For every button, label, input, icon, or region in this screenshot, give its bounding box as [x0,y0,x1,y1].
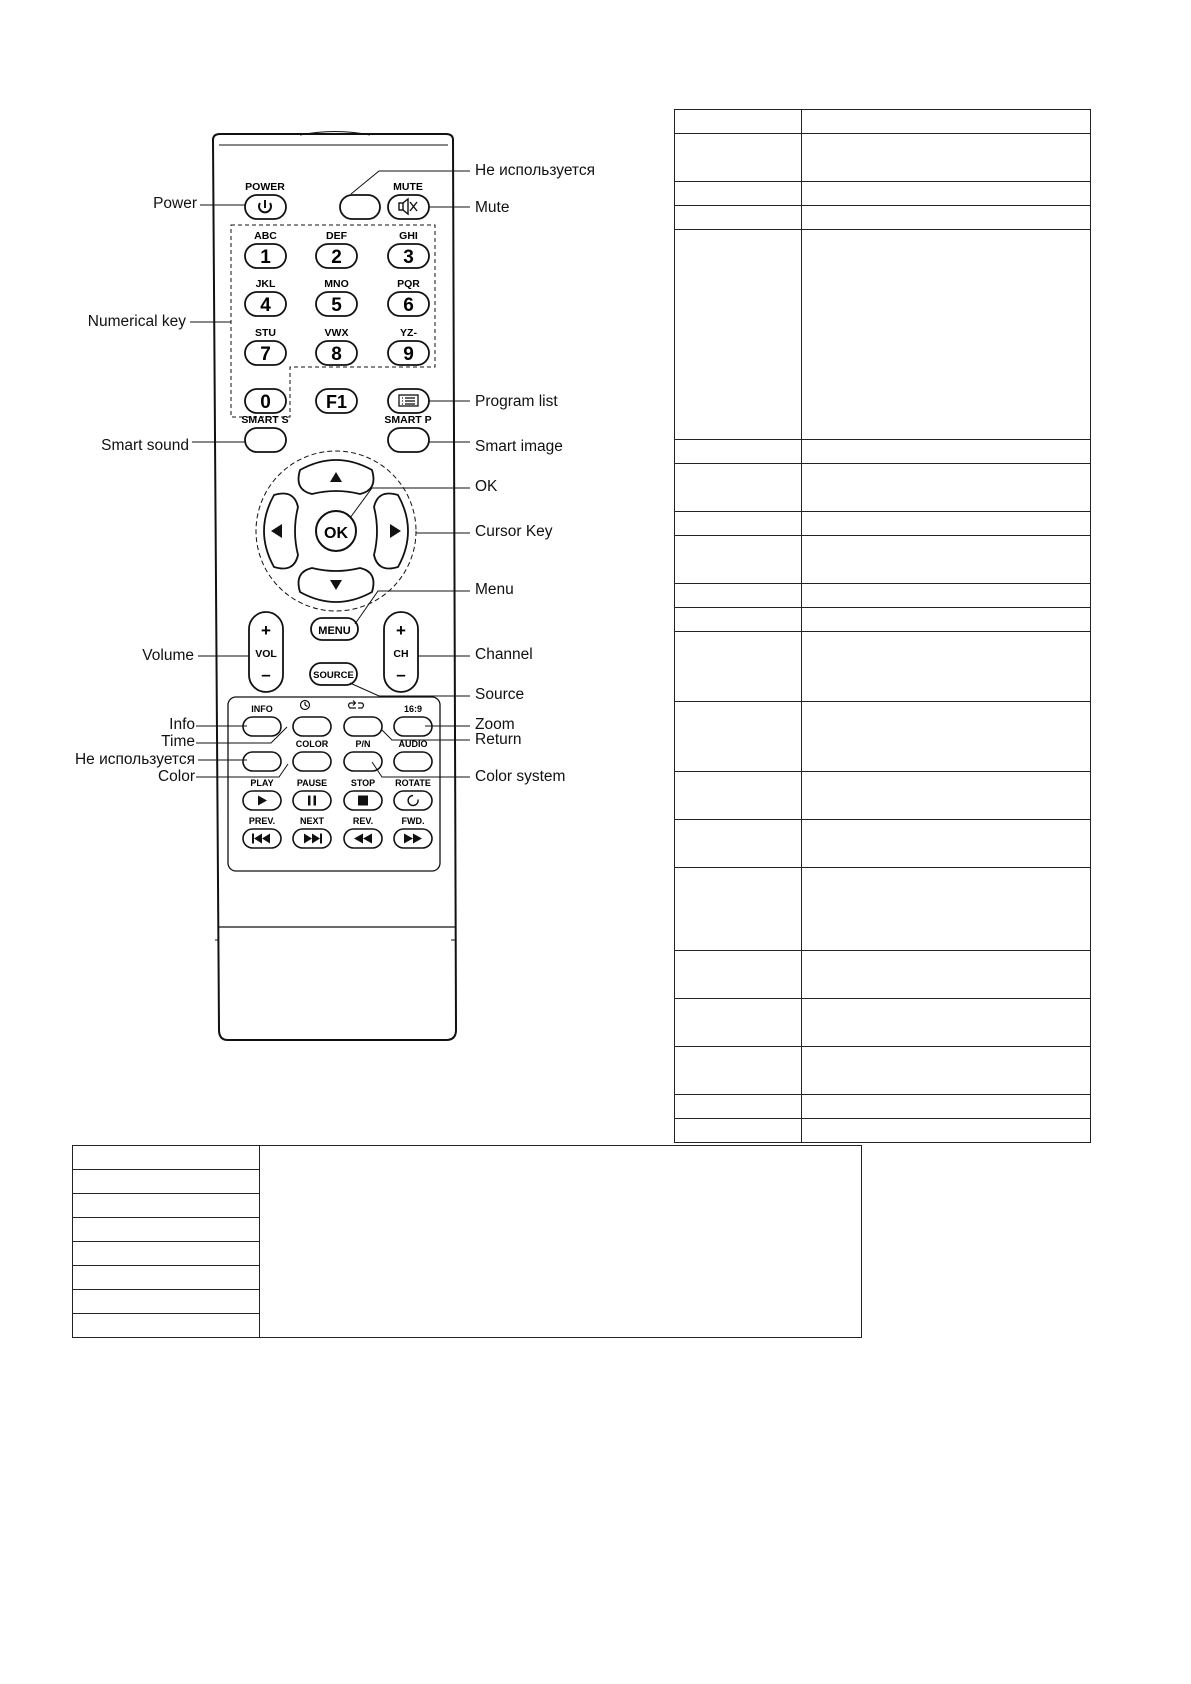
table-cell [73,1170,260,1194]
small-button-label: ROTATE [395,778,431,788]
table-row [675,868,1091,951]
table-cell [675,584,802,608]
key-0-digit: 0 [260,392,271,413]
table-row [675,951,1091,999]
table-cell [801,772,1090,820]
table-cell [73,1146,260,1170]
callout-color-system: Color system [475,768,566,785]
small-button-label: STOP [350,778,376,788]
table-cell [675,608,802,632]
table-cell [801,820,1090,868]
table-cell [675,951,802,999]
small-button-label: REV. [352,816,374,826]
table-cell [675,206,802,230]
info-button-1[interactable] [293,717,331,736]
table-cell [675,999,802,1047]
key-letters: VWX [324,327,349,339]
table-cell [675,1119,802,1143]
table-cell [801,110,1090,134]
table-row [675,1095,1091,1119]
bottom-table [72,1145,862,1338]
key-digit: 7 [260,344,271,365]
table-cell [675,772,802,820]
table-cell [675,230,802,440]
info-button-2[interactable] [344,717,382,736]
vol-minus: – [261,665,271,684]
table-cell [801,702,1090,772]
table-cell [801,951,1090,999]
table-cell [801,464,1090,512]
table-cell [675,464,802,512]
callout-cursor-key: Cursor Key [475,523,553,540]
callout-return: Return [475,731,522,748]
small-button-label: PLAY [250,778,274,788]
table-cell [675,1047,802,1095]
table-row [675,230,1091,440]
key-letters: PQR [397,278,420,290]
table-cell [801,608,1090,632]
callout-color: Color [157,768,195,785]
table-cell [801,182,1090,206]
table-cell [801,134,1090,182]
table-row [675,512,1091,536]
table-cell [675,536,802,584]
callout-smart-sound: Smart sound [101,437,189,454]
ch-minus: – [396,665,406,684]
table-cell [801,512,1090,536]
callout-smart-image: Smart image [475,438,563,455]
smart-sound-button[interactable] [245,428,286,452]
source-label: SOURCE [313,670,354,681]
table-row [675,772,1091,820]
table-row [675,584,1091,608]
mute-label: MUTE [393,181,423,193]
numeric-keypad [245,230,429,365]
key-digit: 5 [331,295,342,316]
table-cell [801,206,1090,230]
table-row [675,536,1091,584]
table-cell [675,110,802,134]
info-button-0[interactable] [243,717,281,736]
smart-image-button[interactable] [388,428,429,452]
play-button-1[interactable] [293,791,331,810]
table-cell [675,440,802,464]
callout-mute: Mute [475,199,510,216]
table-row [675,820,1091,868]
callout-power: Power [153,195,197,212]
table-cell [675,134,802,182]
table-cell [801,230,1090,440]
callout-program-list: Program list [475,393,558,410]
key-letters: JKL [255,278,276,290]
callout-menu: Menu [475,581,514,598]
table-cell [801,1095,1090,1119]
table-row [675,110,1091,134]
table-row [675,632,1091,702]
table-cell [675,868,802,951]
key-letters: STU [255,327,276,339]
table-cell [801,1047,1090,1095]
small-button-label: AUDIO [398,739,428,749]
key-letters: GHI [399,230,418,242]
color-button-0[interactable] [243,752,281,771]
stop-icon [358,796,368,806]
ch-label: CH [393,648,409,660]
callout-numerical-key: Numerical key [87,313,186,330]
callout-volume: Volume [142,647,194,664]
small-button-label: 16:9 [403,704,423,714]
menu-label: MENU [318,625,351,637]
small-button-label: INFO [251,704,273,714]
table-row [675,702,1091,772]
smart-p-label: SMART P [384,414,432,426]
color-button-3[interactable] [394,752,432,771]
ok-label: OK [324,525,348,542]
ch-plus: + [396,621,406,640]
table-row [675,206,1091,230]
table-row [675,134,1091,182]
callout-info: Info [169,716,195,733]
merged-description-cell [259,1146,861,1338]
color-button-1[interactable] [293,752,331,771]
table-row [675,1047,1091,1095]
table-row [675,608,1091,632]
play-button-3[interactable] [394,791,432,810]
key-digit: 9 [403,344,414,365]
table-row [73,1146,862,1170]
key-letters: ABC [254,230,277,242]
table-row [675,464,1091,512]
clock-icon [301,701,310,710]
small-button-label: P/N [355,739,371,749]
table-cell [801,440,1090,464]
key-letters: MNO [324,278,349,290]
table-cell [73,1242,260,1266]
key-letters: DEF [326,230,347,242]
key-digit: 8 [331,344,342,365]
table-cell [801,584,1090,608]
key-digit: 4 [260,295,271,316]
return-icon [349,701,364,709]
key-digit: 3 [403,247,414,268]
callout-source: Source [475,686,525,703]
table-cell [675,820,802,868]
table-cell [675,1095,802,1119]
key-digit: 6 [403,295,414,316]
table-row [675,1119,1091,1143]
table-cell [675,702,802,772]
small-button-label: COLOR [295,739,329,749]
key-digit: 2 [331,247,342,268]
table-cell [675,512,802,536]
table-row [675,999,1091,1047]
callout-time: Time [161,733,195,750]
callout-zoom: Zoom [475,716,515,733]
unused-top-button[interactable] [340,195,380,219]
table-row [675,440,1091,464]
table-cell [73,1266,260,1290]
table-cell [801,1119,1090,1143]
table-row [675,182,1091,206]
table-cell [675,632,802,702]
table-cell [73,1314,260,1338]
small-button-label: PREV. [248,816,276,826]
table-cell [73,1194,260,1218]
small-button-label: FWD. [401,816,425,826]
table-cell [73,1290,260,1314]
vol-plus: + [261,621,271,640]
callout-not-used-left: Не используется [74,751,195,768]
smart-s-label: SMART S [241,414,289,426]
power-label: POWER [245,181,285,193]
key-letters: YZ- [400,327,417,339]
key-digit: 1 [260,247,271,268]
table-cell [801,999,1090,1047]
table-cell [801,536,1090,584]
table-cell [801,868,1090,951]
lower-button-rows [243,704,432,848]
small-button-label: NEXT [299,816,325,826]
callout-channel: Channel [475,646,533,663]
table-cell [675,182,802,206]
small-button-label: PAUSE [296,778,328,788]
f1-label: F1 [325,392,348,412]
callout-ok: OK [475,478,498,495]
vol-label: VOL [255,648,277,660]
right-key-table [674,109,1091,1143]
callout-not-used-right: Не используется [475,162,596,179]
table-cell [801,632,1090,702]
table-cell [73,1218,260,1242]
